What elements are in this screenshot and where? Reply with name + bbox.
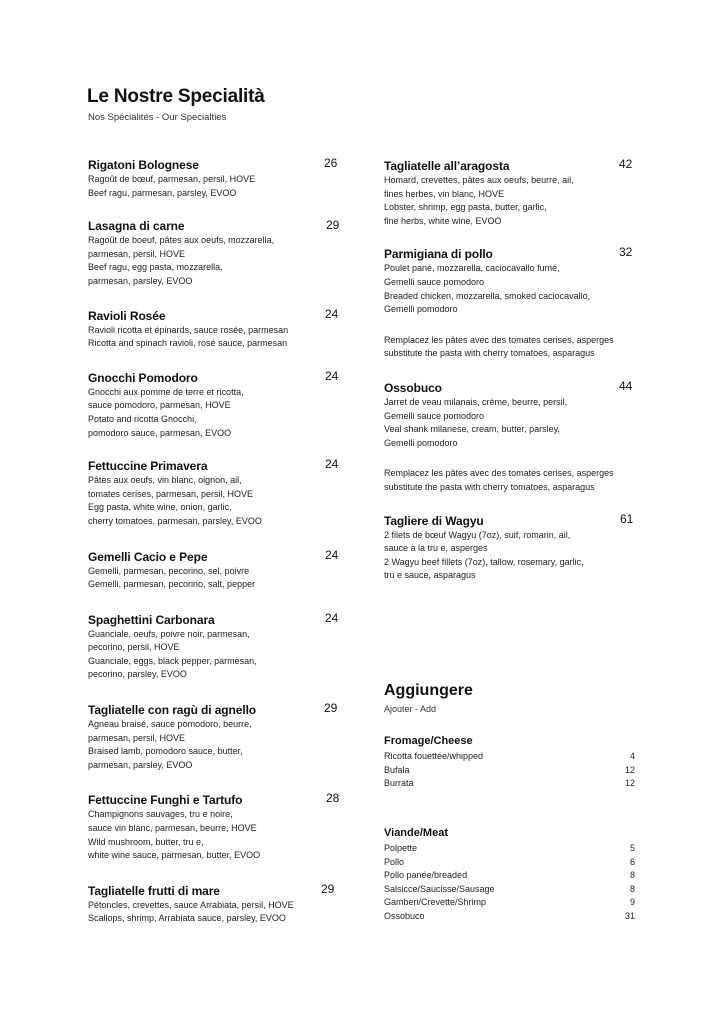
addon-row	[384, 842, 635, 856]
menu-item	[384, 158, 634, 228]
dish-description: Pétoncles, crevettes, sauce Arrabiata, persil, HOVE Scallops, shrimp, Arrabiata sauce, parsley, EVOO	[88, 899, 294, 924]
dish-name: Tagliatelle frutti di mare	[88, 883, 220, 898]
addon-row	[384, 750, 635, 764]
addon-row	[384, 910, 635, 924]
addon-name: Salsicce/Saucisse/Sausage	[384, 883, 495, 894]
dish-name: Gnocchi Pomodoro	[88, 370, 198, 385]
menu-item	[88, 549, 340, 592]
dish-description: Jarret de veau milanais, crème, beurre, persil, Gemelli sauce pomodoro Veal shank milanese, cream, butter, parsley, Gemelli pomodoro	[384, 396, 568, 448]
dish-name: Gemelli Cacio e Pepe	[88, 549, 208, 564]
page-subtitle: Nos Spécialités - Our Specialties	[88, 112, 227, 123]
dish-name: Ravioli Rosée	[88, 308, 166, 323]
dish-description: Ravioli ricotta et épinards, sauce rosée, parmesan Ricotta and spinach ravioli, rosé sauce, parmesan	[88, 324, 289, 349]
dish-price: 44	[619, 378, 633, 393]
menu-item	[88, 883, 340, 926]
substitution-note: Remplacez les pâtes avec des tomates cerises, asperges substitute the pasta with cherry tomatoes, asparagus	[384, 334, 614, 359]
dish-name: Parmigiana di pollo	[384, 247, 493, 262]
dish-price: 28	[326, 791, 340, 806]
dish-name: Lasagna di carne	[88, 219, 185, 234]
addon-name: Ossobuco	[384, 910, 425, 921]
substitution-note: Remplacez les pâtes avec des tomates cerises, asperges substitute the pasta with cherry tomatoes, asparagus	[384, 468, 614, 492]
addon-row	[384, 883, 635, 897]
dish-description: Guanciale, oeufs, poivre noir, parmesan, pecorino, persil, HOVE Guanciale, eggs, black pepper, parmesan, pecorino, parsley, EVOO	[88, 628, 257, 680]
dish-description: Homard, crevettes, pâtes aux oeufs, beurre, ail, fines herbes, vin blanc, HOVE Lobster, shrimp, egg pasta, butter, garlic, fine herbs, white wine, EVOO	[384, 175, 574, 226]
addon-price: 4	[629, 751, 635, 761]
dish-price: 24	[325, 368, 339, 383]
addon-row	[384, 869, 635, 883]
dish-description: Gnocchi aux pomme de terre et ricotta, sauce pomodoro, parmesan, HOVE Potato and ricotta Gnocchi, pomodoro sauce, parmesan, EVOO	[88, 386, 244, 438]
cheese-section	[384, 734, 635, 791]
right-menu-column	[384, 158, 634, 583]
addon-price: 12	[624, 764, 635, 775]
meat-section	[384, 826, 635, 924]
dish-description: Champignons sauvages, tru e noire, sauce vin blanc, parmesan, beurre, HOVE Wild mushroom, butter, tru e, white wine sauce, parmesan, butter, EVOO	[88, 809, 261, 861]
addon-price: 5	[629, 843, 635, 853]
addon-name: Pollo	[384, 856, 405, 867]
menu-item	[88, 370, 340, 440]
dish-description: Poulet pané, mozzarella, caciocavallo fumé, Gemelli sauce pomodoro Breaded chicken, mozzarella, smoked caciocavallo, Gemelli pomodoro	[384, 263, 591, 315]
dish-name: Fettuccine Funghi e Tartufo	[88, 793, 243, 808]
menu-item	[88, 458, 340, 528]
addon-name: Ricotta fouettée/whipped	[384, 751, 484, 761]
dish-description: 2 filets de bœuf Wagyu (7oz), suif, romarin, ail, sauce à la tru e, asperges 2 Wagyu beef fillets (7oz), tallow, rosemary, garlic, tru e sauce, asparagus	[384, 529, 584, 581]
section-title: Viande/Meat	[384, 827, 448, 839]
dish-price: 42	[619, 157, 633, 171]
addon-name: Gamberi/Crevette/Shrimp	[384, 897, 487, 908]
addons-subtitle: Ajouter - Add	[384, 704, 437, 714]
dish-name: Fettuccine Primavera	[88, 459, 208, 474]
dish-price: 24	[325, 547, 339, 562]
menu-item	[88, 792, 340, 862]
dish-name: Spaghettini Carbonara	[88, 612, 215, 627]
addon-name: Bufala	[384, 764, 410, 775]
addon-row	[384, 896, 635, 910]
dish-name: Tagliatelle con ragù di agnello	[88, 703, 257, 718]
addon-row	[384, 856, 635, 870]
menu-item	[88, 702, 340, 772]
dish-description: Pâtes aux oeufs, vin blanc, oignon, ail, tomates cerises, parmesan, persil, HOVE Egg pasta, white wine, onion, garlic, cherry tomatoes, parmesan, parsley, EVOO	[88, 475, 262, 526]
section-title: Fromage/Cheese	[384, 735, 473, 747]
addon-price: 31	[624, 910, 635, 921]
menu-item	[384, 246, 634, 316]
dish-price: 24	[325, 306, 339, 321]
menu-item	[384, 513, 634, 583]
menu-item	[88, 612, 340, 682]
dish-description: Agneau braisé, sauce pomodoro, beurre, parmesan, persil, HOVE Braised lamb, pomodoro sauce, butter, parmesan, parsley, EVOO	[88, 719, 252, 770]
dish-name: Tagliatelle all’aragosta	[384, 159, 510, 173]
addon-price: 8	[629, 870, 635, 881]
dish-name: Tagliere di Wagyu	[384, 513, 484, 528]
addon-price: 8	[629, 883, 635, 894]
addon-price: 9	[629, 897, 635, 908]
dish-price: 24	[325, 457, 339, 472]
dish-price: 61	[620, 511, 634, 526]
page-title: Le Nostre Specialità	[87, 86, 265, 107]
menu-item	[384, 380, 634, 450]
dish-price: 26	[324, 156, 338, 170]
menu-item	[88, 218, 340, 288]
addons-title: Aggiungere	[384, 682, 473, 699]
dish-price: 29	[326, 218, 340, 233]
addon-price: 12	[624, 778, 635, 789]
dish-price: 29	[321, 881, 335, 896]
addon-name: Polpette	[384, 843, 418, 853]
addon-row	[384, 777, 635, 791]
dish-description: Gemelli, parmesan, pecorino, sel, poivre Gemelli, parmesan, pecorino, salt, pepper	[88, 565, 256, 590]
addon-price: 6	[629, 856, 635, 867]
addon-name: Burrata	[384, 778, 414, 789]
menu-item	[88, 157, 340, 200]
dish-description: Ragoût de boeuf, pâtes aux oeufs, mozzarella, parmesan, persil, HOVE Beef ragu, egg pasta, mozzarella, parmesan, parsley, EVOO	[88, 235, 275, 286]
menu-item	[88, 308, 340, 351]
dish-description: Ragoût de bœuf, parmesan, persil, HOVE Beef ragu, parmesan, parsley, EVOO	[88, 174, 256, 198]
addon-name: Pollo panée/breaded	[384, 870, 468, 881]
left-menu-column	[88, 157, 340, 926]
addon-row	[384, 764, 635, 778]
dish-price: 32	[619, 245, 633, 260]
dish-price: 29	[324, 701, 338, 716]
dish-name: Rigatoni Bolognese	[88, 158, 199, 172]
dish-price: 24	[325, 610, 339, 625]
dish-name: Ossobuco	[384, 380, 442, 395]
